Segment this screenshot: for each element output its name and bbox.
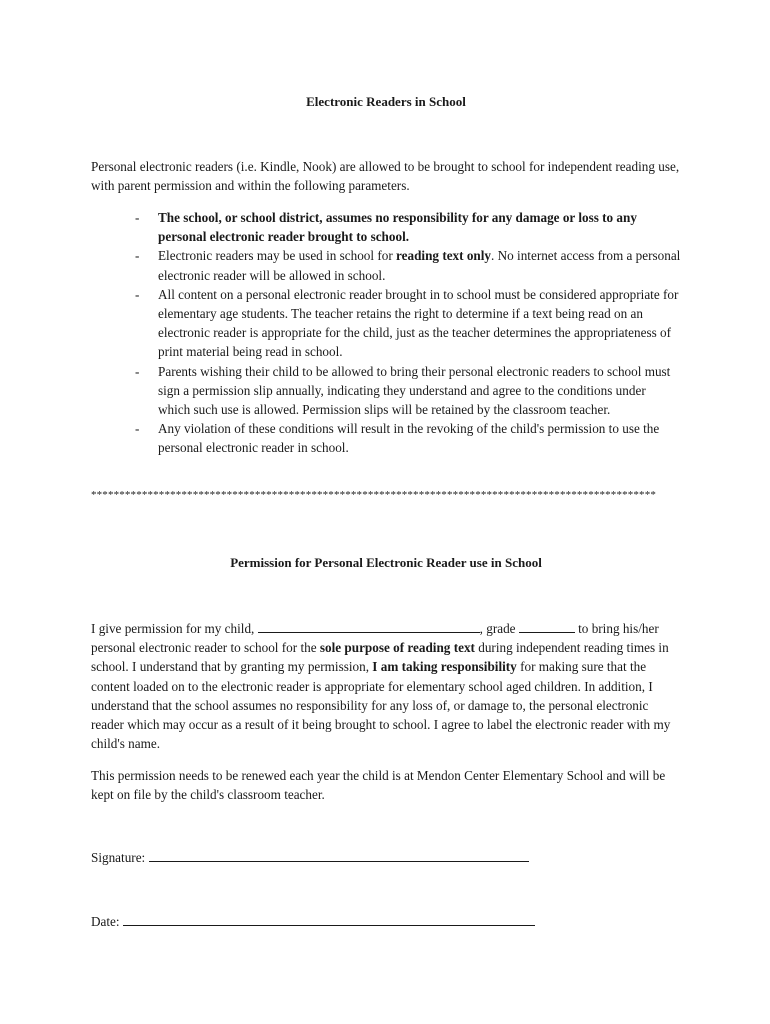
bullet-text: Electronic readers may be used in school for: [158, 248, 397, 264]
bullet-text: All content on a personal electronic reader brought in to school must be considered appropriate for elementary age students. The teacher retains the right to determine if a text being read on an electronic reader is appropriate for the child, just as the teacher determines the appropriateness of print material being read in school.: [158, 286, 679, 360]
list-item: [91, 246, 681, 284]
permission-text-bold: sole purpose of reading text: [319, 640, 475, 656]
child-name-field[interactable]: [258, 620, 480, 633]
list-item: [91, 208, 681, 246]
permission-text: I give permission for my child,: [91, 621, 258, 636]
intro-paragraph: Personal electronic readers (i.e. Kindle, Nook) are allowed to be brought to school for independent reading use, with parent permission and within the following parameters.: [91, 159, 680, 194]
date-row: [91, 913, 535, 930]
bullet-text-bold: The school, or school district, assumes no responsibility for any damage or loss to any personal electronic reader brought to school.: [158, 210, 637, 245]
bullet-text: Parents wishing their child to be allowed to bring their personal electronic readers to school must sign a permission slip annually, indicating they understand and agree to the conditions under which such use is allowed. Permission slips will be retained by the classroom teacher.: [158, 363, 671, 418]
grade-field[interactable]: [519, 620, 575, 633]
permission-text: to bring his/her personal electronic reader to school for the: [91, 621, 659, 656]
signature-label: Signature:: [91, 850, 149, 865]
bullet-text: Any violation of these conditions will result in the revoking of the child's permission to use the personal electronic reader in school.: [158, 421, 660, 456]
permission-title: Permission for Personal Electronic Reader use in School: [230, 555, 542, 570]
bullet-text-bold: reading text only: [396, 248, 492, 264]
date-label: Date:: [91, 914, 123, 929]
document-title: Electronic Readers in School: [306, 94, 466, 109]
list-item: [91, 285, 681, 362]
parameters-list: [91, 208, 681, 458]
bullet-marker: -: [135, 421, 140, 437]
signature-field[interactable]: [149, 849, 529, 862]
permission-text: during independent reading times in school. I understand that by granting my permission,: [91, 640, 669, 675]
bullet-marker: -: [135, 248, 140, 264]
renewal-paragraph: This permission needs to be renewed each year the child is at Mendon Center Elementary School and will be kept on file by the child's classroom teacher.: [91, 768, 666, 803]
list-item: [91, 419, 681, 457]
date-field[interactable]: [123, 913, 535, 926]
list-item: [91, 362, 681, 420]
permission-text: , grade: [479, 621, 519, 636]
permission-text: for making sure that the content loaded on to the electronic reader is appropriate for elementary school aged children. In addition, I understand that the school assumes no responsibility for any loss of, or damage to, the personal electronic reader which may occur as a result of it being brought to school. I agree to label the electronic reader with my child's name.: [91, 659, 671, 752]
permission-text-bold: I am taking responsibility: [372, 659, 517, 675]
bullet-marker: -: [135, 363, 140, 379]
bullet-marker: -: [135, 286, 140, 302]
separator-line: ****************************************************************************************************: [91, 489, 656, 501]
bullet-marker: -: [135, 210, 140, 225]
permission-paragraph: [91, 619, 681, 753]
bullet-text: . No internet access from a personal electronic reader will be allowed in school.: [158, 248, 681, 283]
signature-row: [91, 849, 529, 866]
